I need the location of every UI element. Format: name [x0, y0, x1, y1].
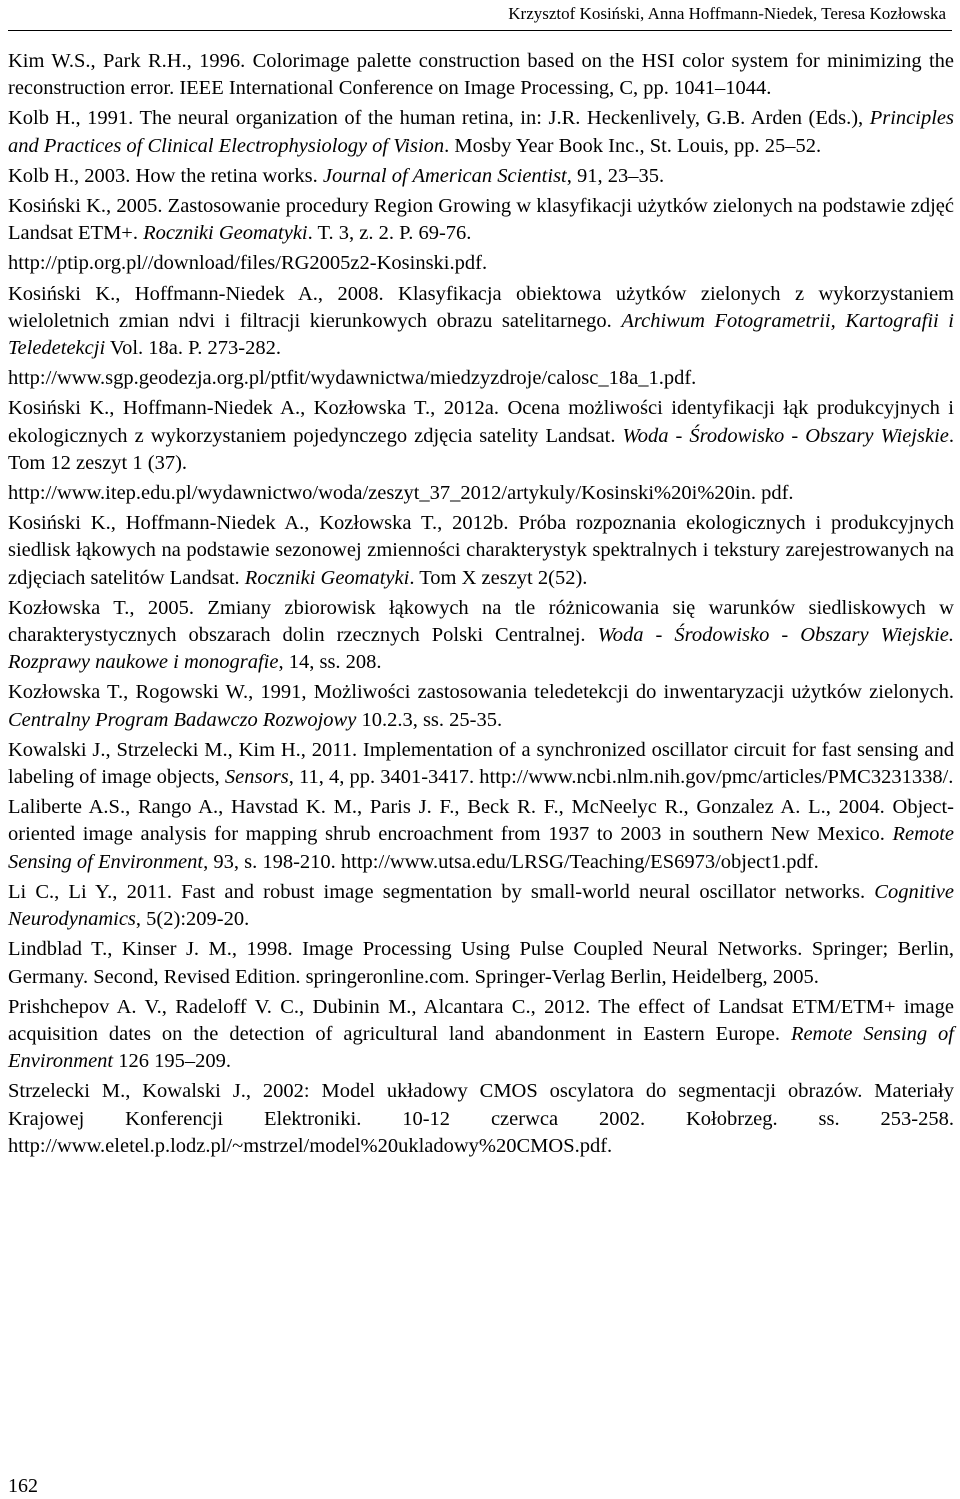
reference-entry [8, 48, 954, 102]
reference-text: Strzelecki M., Kowalski J., 2002: Model układowy CMOS oscylatora do segmentacji obrazów. Materiały Krajowej Konferencji Elektroniki. 10-12 czerwca 2002. Kołobrzeg. ss. 253-258. http://www.eletel.p.lodz.pl/~mstrzel/model%20ukladowy%20CMOS.pdf. [8, 1080, 954, 1157]
reference-entry [8, 163, 954, 190]
reference-entry [8, 395, 954, 477]
reference-source-title: Remote Sensing of Environment [8, 1022, 954, 1073]
reference-source-title: Sensors [224, 766, 289, 789]
reference-text: Lindblad T., Kinser J. M., 1998. Image Processing Using Pulse Coupled Neural Networks. Springer; Berlin, Germany. Second, Revised Edition. springeronline.com. Springer-Verlag Berlin, Heidelberg, 2005. [8, 938, 954, 988]
reference-entry [8, 595, 954, 677]
reference-entry [8, 879, 954, 933]
reference-text: . Tom 12 zeszyt 1 (37). [8, 424, 954, 474]
reference-text: . Mosby Year Book Inc., St. Louis, pp. 25–52. [444, 134, 822, 157]
reference-entry [8, 936, 954, 990]
reference-text: Kosiński K., Hoffmann-Niedek A., Kozłowska T., 2012a. Ocena możliwości identyfikacji łąk produkcyjnych i ekologicznych z wykorzystaniem pojedynczego zdjęcia satelity Landsat. [8, 397, 954, 447]
reference-text: Kowalski J., Strzelecki M., Kim H., 2011. Implementation of a synchronized oscillator circuit for fast sensing and labeling of image objects, [8, 738, 954, 789]
reference-text: Kim W.S., Park R.H., 1996. Colorimage palette construction based on the HSI color system for minimizing the reconstruction error. IEEE International Conference on Image Processing, C, pp. 1041–1044. [8, 50, 954, 100]
reference-entry [8, 679, 954, 733]
reference-list [8, 48, 954, 1163]
reference-text: http://www.sgp.geodezja.org.pl/ptfit/wydawnictwa/miedzyzdroje/calosc_18a_1.pdf. [8, 367, 697, 390]
reference-source-title: Cognitive Neurodynamics [8, 880, 954, 931]
reference-source-title: Roczniki Geomatyki [244, 566, 410, 589]
reference-text: . Tom X zeszyt 2(52). [409, 566, 588, 589]
reference-text: Prishchepov A. V., Radeloff V. C., Dubinin M., Alcantara C., 2012. The effect of Landsat ETM/ETM+ image acquisition dates on the detection of agricultural land abandonment in Eastern Europe. [8, 995, 954, 1045]
reference-text: Li C., Li Y., 2011. Fast and robust image segmentation by small-world neural oscillator networks. [8, 880, 875, 903]
reference-entry [8, 480, 954, 507]
reference-text: http://www.itep.edu.pl/wydawnictwo/woda/zeszyt_37_2012/artykuly/Kosinski%20i%20in. pdf. [8, 482, 794, 505]
reference-source-title: Roczniki Geomatyki [143, 222, 308, 245]
reference-text: . T. 3, z. 2. P. 69-76. [307, 222, 472, 245]
reference-source-title: Woda - Środowisko - Obszary Wiejskie [622, 424, 949, 447]
reference-text: http://ptip.org.pl//download/files/RG2005z2-Kosinski.pdf. [8, 252, 488, 275]
reference-text: , 11, 4, pp. 3401-3417. http://www.ncbi.nlm.nih.gov/pmc/articles/PMC3231338/. [288, 766, 954, 789]
reference-entry [8, 281, 954, 363]
reference-text: 126 195–209. [113, 1050, 232, 1073]
reference-text: Kolb H., 2003. How the retina works. [8, 164, 323, 187]
reference-source-title: Centralny Program Badawczo Rozwojowy [8, 708, 357, 731]
header-rule [8, 30, 952, 31]
reference-entry [8, 193, 954, 247]
reference-source-title: Remote Sensing of Environment [8, 823, 954, 873]
reference-text: Kolb H., 1991. The neural organization of the human retina, in: J.R. Heckenlively, G.B. Arden (Eds.), [8, 107, 870, 130]
reference-text: , 14, ss. 208. [278, 651, 382, 674]
reference-text: , 5(2):209-20. [135, 908, 250, 931]
reference-source-title: Principles and Practices of Clinical Electrophysiology of Vision [8, 107, 954, 157]
page-number: 162 [8, 1475, 38, 1497]
reference-entry [8, 105, 954, 159]
reference-source-title: Journal of American Scientist [322, 164, 567, 187]
reference-entry [8, 1078, 954, 1160]
reference-text: , 91, 23–35. [566, 164, 665, 187]
reference-text: Laliberte A.S., Rango A., Havstad K. M., Paris J. F., Beck R. F., McNeelyc R., Gonzalez A. L., 2004. Object-oriented image analysis for mapping shrub encroachment from 1937 to 2003 in southern New Mexico. [8, 796, 954, 846]
reference-text: Kozłowska T., Rogowski W., 1991, Możliwości zastosowania teledetekcji do inwentaryzacji użytków zielonych. [8, 681, 954, 704]
running-header: Krzysztof Kosiński, Anna Hoffmann-Niedek, Teresa Kozłowska [508, 4, 946, 23]
reference-entry [8, 510, 954, 592]
reference-text: , 93, s. 198-210. http://www.utsa.edu/LRSG/Teaching/ES6973/object1.pdf. [203, 850, 819, 873]
reference-text: Kosiński K., Hoffmann-Niedek A., Kozłowska T., 2012b. Próba rozpoznania ekologicznych i produkcyjnych siedlisk łąkowych na podstawie sezonowej zmienności charakterystyk spektralnych i tekstury zarejestrowanych na zdjęciach satelitów Landsat. [8, 512, 954, 589]
reference-entry [8, 794, 954, 876]
reference-text: Kozłowska T., 2005. Zmiany zbiorowisk łąkowych na tle różnicowania się warunków siedliskowych w charakterystycznych obszarach dolin rzecznych Polski Centralnej. [8, 596, 954, 647]
reference-entry [8, 994, 954, 1076]
reference-entry [8, 250, 954, 277]
reference-entry [8, 365, 954, 392]
reference-text: Kosiński K., Hoffmann-Niedek A., 2008. Klasyfikacja obiektowa użytków zielonych z wykorzystaniem wieloletnich zmian ndvi i filtracji kierunkowych obrazu satelitarnego. [8, 282, 954, 332]
reference-source-title: Archiwum Fotogrametrii, Kartografii i Teledetekcji [8, 309, 954, 360]
reference-entry [8, 737, 954, 791]
reference-text: Vol. 18a. P. 273-282. [105, 337, 281, 360]
reference-text: 10.2.3, ss. 25-35. [356, 708, 503, 731]
reference-text: Kosiński K., 2005. Zastosowanie procedury Region Growing w klasyfikacji użytków zielonych na podstawie zdjęć Landsat ETM+. [8, 195, 954, 245]
reference-source-title: Woda - Środowisko - Obszary Wiejskie. Rozprawy naukowe i monografie [8, 624, 954, 674]
